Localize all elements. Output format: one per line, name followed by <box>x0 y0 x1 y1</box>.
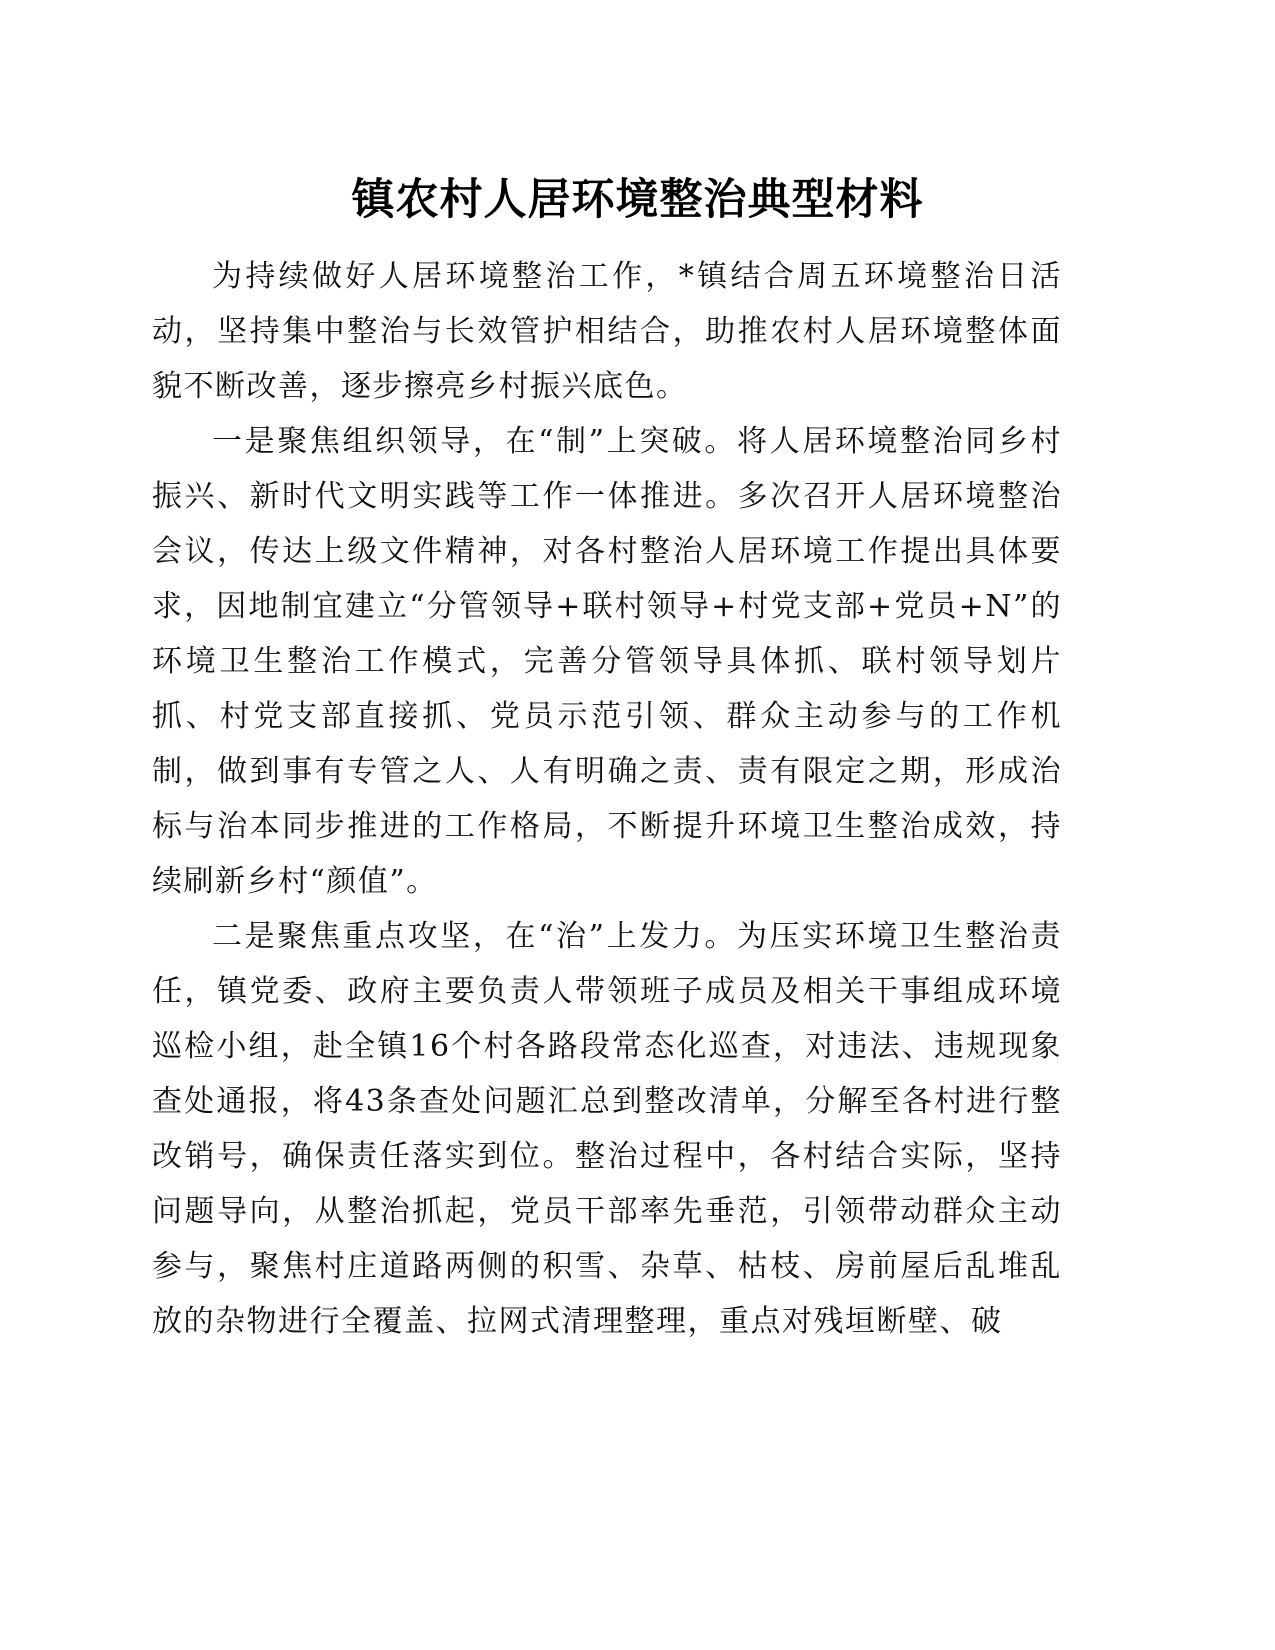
page-title: 镇农村人居环境整治典型材料 <box>351 175 924 225</box>
paragraph-organization: 一是聚焦组织领导，在“制”上突破。将人居环境整治同乡村振兴、新时代文明实践等工作一体推进。多次召开人居环境整治会议，传达上级文件精神，对各村整治人居环境工作提出具体要求，因地制宜建立“分管领导+联村领导+村党支部+党员+N”的环境卫生整治工作模式，完善分管领导具体抓、联村领导划片抓、村党支部直接抓、党员示范引领、群众主动参与的工作机制，做到事有专管之人、人有明确之责、责有限定之期，形成治标与治本同步推进的工作格局，不断提升环境卫生整治成效，持续刷新乡村“颜值”。 <box>152 424 1062 899</box>
paragraph-intro: 为持续做好人居环境整治工作，*镇结合周五环境整治日活动，坚持集中整治与长效管护相结合，助推农村人居环境整体面貌不断改善，逐步擦亮乡村振兴底色。 <box>152 259 1062 404</box>
document-body <box>152 249 1062 1349</box>
paragraph-key-tasks: 二是聚焦重点攻坚，在“治”上发力。为压实环境卫生整治责任，镇党委、政府主要负责人带领班子成员及相关干事组成环境巡检小组，赴全镇16个村各路段常态化巡查，对违法、违规现象查处通报，将43条查处问题汇总到整改清单，分解至各村进行整改销号，确保责任落实到位。整治过程中，各村结合实际，坚持问题导向，从整治抓起，党员干部率先垂范，引领带动群众主动参与，聚焦村庄道路两侧的积雪、杂草、枯枝、房前屋后乱堆乱放的杂物进行全覆盖、拉网式清理整理，重点对残垣断壁、破 <box>152 919 1062 1339</box>
